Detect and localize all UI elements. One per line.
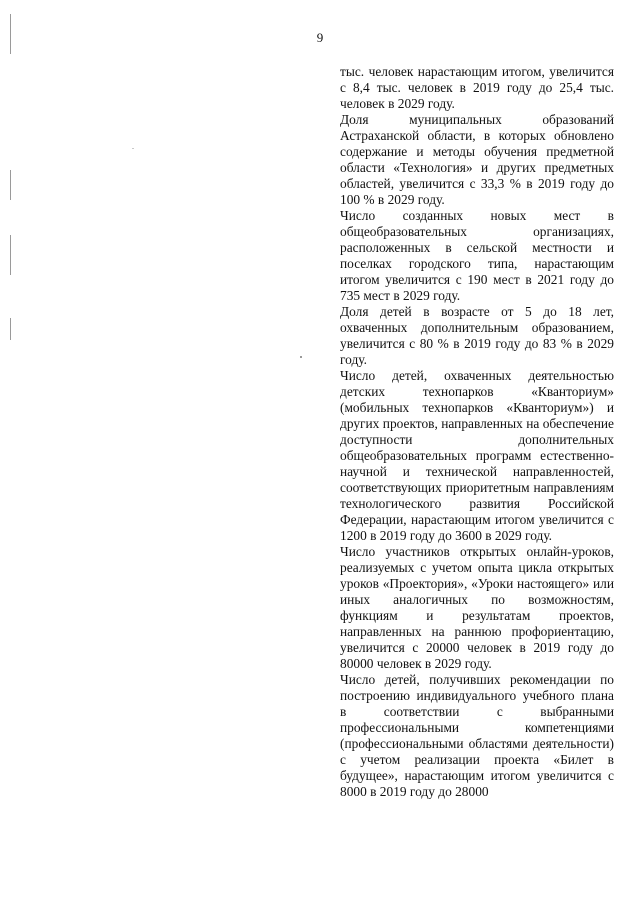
paragraph: тыс. человек нарастающим итогом, увеличится с 8,4 тыс. человек в 2019 году до 25,4 тыс. человек в 2029 году. bbox=[340, 64, 614, 111]
scan-artifact bbox=[10, 318, 11, 340]
paragraph: Число участников открытых онлайн-уроков, реализуемых с учетом опыта цикла открытых уроков «Проектория», «Уроки настоящего» или иных аналогичных по возможностям, функциям и результатам проектов, направленных на раннюю профориентацию, увеличится с 20000 человек в 2019 году до 80000 человек в 2029 году. bbox=[340, 544, 614, 671]
scan-artifact bbox=[10, 235, 11, 275]
page-number: 9 bbox=[316, 30, 324, 45]
paragraph: Число детей, охваченных деятельностью детских технопарков «Кванториум» (мобильных технопарков «Кванториум») и других проектов, направленных на обеспечение доступности дополнительных общеобразовательных программ естественно-научной и технической направленностей, соответствующих приоритетным направлениям технологического развития Российской Федерации, нарастающим итогом увеличится с 1200 в 2019 году до 3600 в 2029 году. bbox=[340, 368, 614, 543]
scan-artifact bbox=[10, 170, 11, 200]
scan-artifact bbox=[132, 148, 134, 149]
document-body bbox=[340, 64, 614, 800]
scan-artifact bbox=[300, 356, 302, 358]
paragraph: Доля муниципальных образований Астраханской области, в которых обновлено содержание и методы обучения предметной области «Технология» и других предметных областей, увеличится с 33,3 % в 2019 году до 100 % в 2029 году. bbox=[340, 112, 614, 207]
paragraph: Доля детей в возрасте от 5 до 18 лет, охваченных дополнительным образованием, увеличится с 80 % в 2019 году до 83 % в 2029 году. bbox=[340, 304, 614, 367]
paragraph: Число созданных новых мест в общеобразовательных организациях, расположенных в сельской местности и поселках городского типа, нарастающим итогом увеличится с 190 мест в 2021 году до 735 мест в 2029 году. bbox=[340, 208, 614, 303]
paragraph: Число детей, получивших рекомендации по построению индивидуального учебного плана в соответствии с выбранными профессиональными компетенциями (профессиональными областями деятельности) с учетом реализации проекта «Билет в будущее», нарастающим итогом увеличится с 8000 в 2019 году до 28000 bbox=[340, 672, 614, 799]
